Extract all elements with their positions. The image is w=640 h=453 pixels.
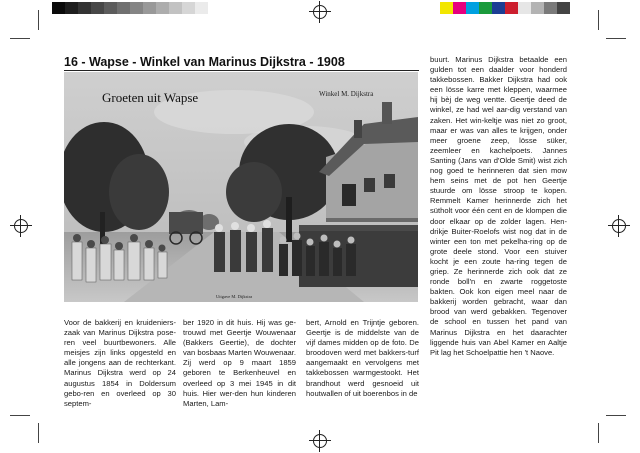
- publisher-caption: Uitgave M. Dijkstra: [216, 294, 253, 299]
- article-column-4: [430, 55, 567, 358]
- crop-mark: [38, 423, 39, 443]
- calibration-swatch: [78, 2, 91, 14]
- calibration-swatch: [117, 2, 130, 14]
- registration-mark-bottom: [313, 434, 327, 448]
- calibration-swatch: [531, 2, 544, 14]
- calibration-swatch: [91, 2, 104, 14]
- article-text: Voor de bakkerij en kruideniers-zaak van Marinus Dijkstra pose-ren veel buurtbewoners. Alle meisjes zijn links opgesteld en alle jongens aan de rechterkant. Marinus Dijkstra werd op 24 augustus 1854 in Doldersum gebo-ren en overleed op 30 septem-: [64, 318, 176, 408]
- calibration-swatch: [518, 2, 531, 14]
- crop-mark: [10, 415, 30, 416]
- calibration-swatch: [169, 2, 182, 14]
- calibration-swatch: [52, 2, 65, 14]
- crop-mark: [606, 38, 626, 39]
- registration-mark-left: [14, 219, 28, 233]
- article-column-1: [64, 318, 176, 409]
- calibration-swatch: [557, 2, 570, 14]
- article-column-3: [306, 318, 419, 399]
- calibration-swatch: [466, 2, 479, 14]
- crop-mark: [598, 423, 599, 443]
- calibration-swatch: [440, 2, 453, 14]
- calibration-swatch: [156, 2, 169, 14]
- article-text: bert, Arnold en Trijntje geboren. Geertje is de middelste van de vijf dames midden op de foto. De broodoven werd met bakkers-turf aangemaakt en vervolgens met takkebossen warmgestookt. Het brandhout werd gesnoeid uit houtwallen of uit boerenbos in de: [306, 318, 419, 398]
- calibration-swatch: [143, 2, 156, 14]
- article-text: ber 1920 in dit huis. Hij was ge-trouwd met Geertje Wouwenaar (Bakkers Geertie), de dochter van bosbaas Marten Wouwenaar. Zij werd op 9 maart 1859 geboren te Berkenheuvel en overleed op 3 mei 1945 in dit huis. Hier wer-den hun kinderen Marten, Lam-: [183, 318, 296, 408]
- calibration-swatch: [65, 2, 78, 14]
- photo-greeting-caption: Groeten uit Wapse: [102, 90, 199, 105]
- title-rule: [64, 70, 419, 71]
- article-text: buurt. Marinus Dijkstra betaalde een gulden tot een daalder voor honderd takkebossen. Bakker Dijkstra had ook een lösse karre met kleppen, waarmee hij bèj de weg ventte. Geertje deed de winkel, ze had wel aar-dig verstand van zaken. Het win-keltje was niet zo groot, maar er was van alles te krijgen, onder meer groene zeep, lösse süker, zeemleer en kachelpoets. Jannes Santing (Jans van d'Olde Smit) wist zich nog goed te herinneren dat sien mow hem seins met de pot hen Geertje stuurde om lösse stroop te kopen. Remmelt Kamer herinnerde zich het sütholt voor één cent en de klompen die door elkaar op de zolder lagen. Hen-drikje Buiter-Roelofs wist nog dat in de winter een ton met pekelha-ring op de grote deele stond. Voor een stuiver kocht je een zoute ha-ring tegen de griep. Ze herinnerde zich ook dat ze ronde boll'n en zwarte roggetoste bakten. Ook kon eigen meel naar de bakkerij worden gebracht, waar dan brood van werd gebakken. Tegenover de school en tussen het pand van Marinus Dijkstra en het daarachter liggende huis van Abel Kamer en Aaltje Pit lag het Schoelpattie hen 't Naove.: [430, 55, 567, 357]
- calibration-swatch: [195, 2, 208, 14]
- calibration-swatch: [492, 2, 505, 14]
- calibration-swatch: [505, 2, 518, 14]
- crop-mark: [10, 38, 30, 39]
- shop-sign-caption: Winkel M. Dijkstra: [319, 90, 374, 98]
- calibration-swatch: [479, 2, 492, 14]
- calibration-swatch: [104, 2, 117, 14]
- calibration-swatch: [130, 2, 143, 14]
- registration-mark-top: [313, 5, 327, 19]
- calibration-swatch: [544, 2, 557, 14]
- color-calibration-strip: [440, 2, 570, 14]
- calibration-swatch: [453, 2, 466, 14]
- crop-mark: [598, 10, 599, 30]
- crop-mark: [38, 10, 39, 30]
- historic-postcard-photo: [64, 72, 418, 302]
- registration-mark-right: [612, 219, 626, 233]
- page-title: 16 - Wapse - Winkel van Marinus Dijkstra - 1908: [64, 55, 345, 69]
- crop-mark: [606, 415, 626, 416]
- grayscale-calibration-strip: [52, 2, 208, 14]
- calibration-swatch: [182, 2, 195, 14]
- article-column-2: [183, 318, 296, 409]
